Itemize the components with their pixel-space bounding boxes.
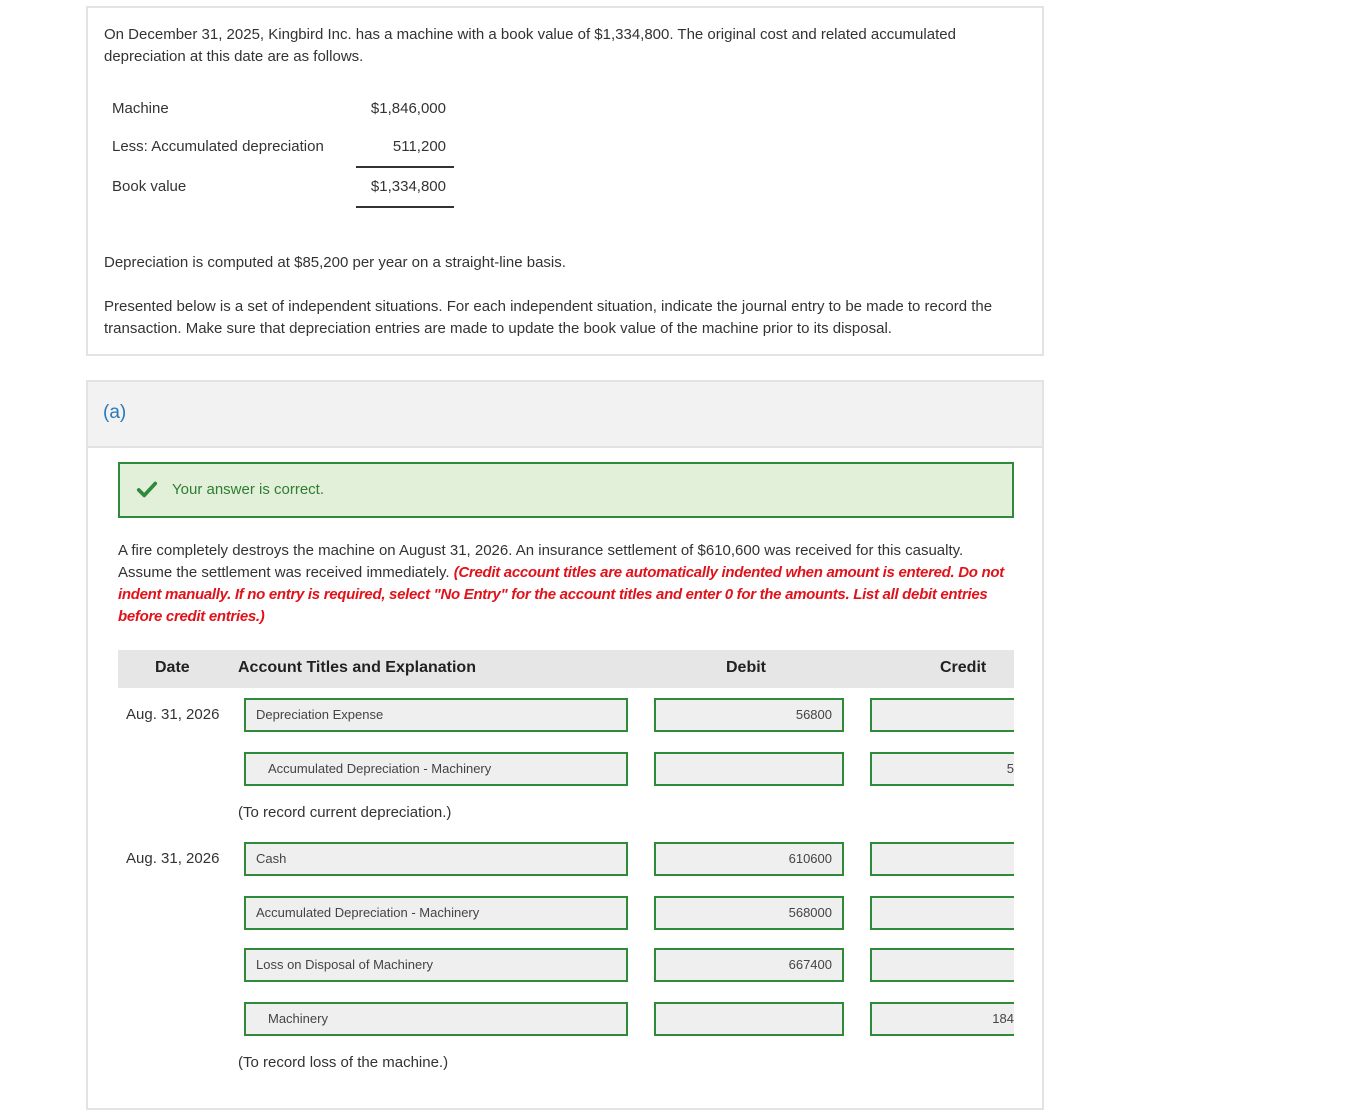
debit-field[interactable]: 667400 [654,948,844,982]
book-value-label: Book value [112,178,187,195]
part-a-header [88,382,1042,448]
entry-explanation: (To record current depreciation.) [238,804,452,821]
header-debit: Debit [726,659,766,676]
credit-field[interactable] [870,896,1014,930]
accumulated-depreciation-value: 511,200 [392,138,446,155]
header-date: Date [155,659,190,676]
check-icon [136,478,158,500]
account-field[interactable]: Machinery [244,1002,628,1036]
machine-value: $1,846,000 [370,100,446,117]
account-field[interactable]: Accumulated Depreciation - Machinery [244,896,628,930]
part-label: (a) [103,402,127,423]
credit-field[interactable]: 5 [870,752,1014,786]
feedback-text: Your answer is correct. [172,481,325,498]
account-field[interactable]: Loss on Disposal of Machinery [244,948,628,982]
account-field[interactable]: Depreciation Expense [244,698,628,732]
question-instruction: (Credit account titles are automatically indented when amount is entered. Do not indent manually. If no entry is required, select "No Entry" for the account titles and enter 0 for the amounts. List all debit entries before credit entries.) [118,564,1004,625]
credit-field[interactable] [870,698,1014,732]
account-field[interactable]: Cash [244,842,628,876]
debit-field[interactable]: 610600 [654,842,844,876]
question-body: A fire completely destroys the machine on August 31, 2026. An insurance settlement of $610,600 was received for this casualty. Assume the settlement was received immediately. [118,542,964,581]
debit-field[interactable]: 56800 [654,698,844,732]
debit-field[interactable] [654,1002,844,1036]
debit-field[interactable] [654,752,844,786]
situation-instructions: Presented below is a set of independent situations. For each independent situation, indicate the journal entry to be made to record the transaction. Make sure that depreciation entries are made to update the book value of the machine prior to its disposal. [104,298,993,337]
debit-field[interactable]: 568000 [654,896,844,930]
subtotal-rule [356,166,454,168]
header-account: Account Titles and Explanation [238,659,476,676]
total-rule [356,206,454,208]
entry-date: Aug. 31, 2026 [126,850,220,867]
accumulated-depreciation-label: Less: Accumulated depreciation [112,138,324,155]
problem-panel [86,6,1044,356]
book-value-value: $1,334,800 [370,178,446,195]
machine-label: Machine [112,100,169,117]
credit-field[interactable] [870,842,1014,876]
credit-field[interactable]: 184 [870,1002,1014,1036]
question-text [118,540,1018,628]
problem-intro: On December 31, 2025, Kingbird Inc. has a machine with a book value of $1,334,800. The original cost and related accumulated depreciation at this date are as follows. [104,26,956,65]
header-credit: Credit [940,659,987,676]
part-a-panel [86,380,1044,1110]
depreciation-note: Depreciation is computed at $85,200 per year on a straight-line basis. [104,254,566,271]
credit-field[interactable] [870,948,1014,982]
entry-explanation: (To record loss of the machine.) [238,1054,449,1071]
feedback-banner [118,462,1014,518]
account-field[interactable]: Accumulated Depreciation - Machinery [244,752,628,786]
entry-date: Aug. 31, 2026 [126,706,220,723]
journal-header [118,650,1014,688]
